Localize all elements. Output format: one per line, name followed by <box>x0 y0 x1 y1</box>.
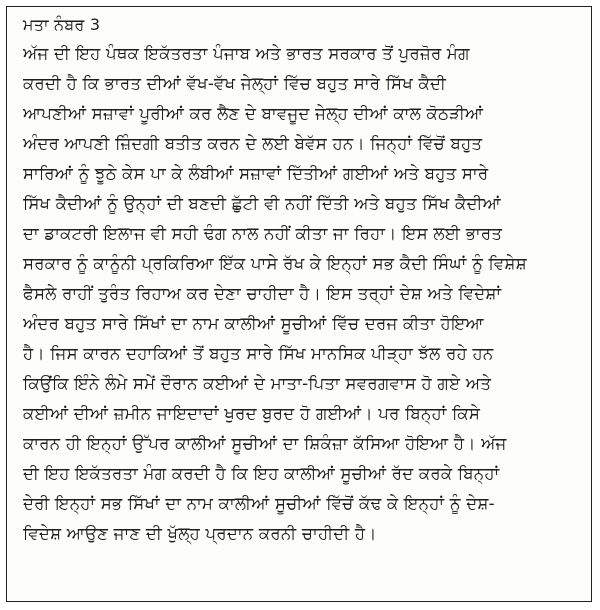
text-line: ਦੇਰੀ ਇਨ੍ਹਾਂ ਸਭ ਸਿੱਖਾਂ ਦਾ ਨਾਮ ਕਾਲੀਆਂ ਸੂਚੀਆਂ ਵਿੱਚੋਂ ਕੱਢ ਕੇ ਇਨ੍ਹਾਂ ਨੂੰ ਦੇਸ਼- <box>23 494 495 513</box>
text-line: ਕਾਰਨ ਹੀ ਇਨ੍ਹਾਂ ਉੱਪਰ ਕਾਲੀਆਂ ਸੂਚੀਆਂ ਦਾ ਸ਼ਿਕੰਜ਼ਾ ਕੱਸਿਆ ਹੋਇਆ ਹੈ। ਅੱਜ <box>23 434 507 453</box>
text-line: ਸਿੱਖ ਕੈਦੀਆਂ ਨੂੰ ਉਨ੍ਹਾਂ ਦੀ ਬਣਦੀ ਛੁੱਟੀ ਵੀ ਨਹੀਂ ਦਿੱਤੀ ਅਤੇ ਬਹੁਤ ਸਿੱਖ ਕੈਦੀਆਂ <box>23 194 501 213</box>
text-line: ਆਪਣੀਆਂ ਸਜ਼ਾਵਾਂ ਪੂਰੀਆਂ ਕਰ ਲੈਣ ਦੇ ਬਾਵਜੂਦ ਜੇਲ੍ਹ ਦੀਆਂ ਕਾਲ ਕੋਠੜੀਆਂ <box>23 104 484 123</box>
text-line: ਦੀ ਇਹ ਇਕੱਤਰਤਾ ਮੰਗ ਕਰਦੀ ਹੈ ਕਿ ਇਹ ਕਾਲੀਆਂ ਸੂਚੀਆਂ ਰੱਦ ਕਰਕੇ ਬਿਨ੍ਹਾਂ <box>23 464 500 483</box>
document-page <box>6 6 592 602</box>
resolution-heading: ਮਤਾ ਨੰਬਰ 3 <box>23 15 101 34</box>
text-line: ਕਰਦੀ ਹੈ ਕਿ ਭਾਰਤ ਦੀਆਂ ਵੱਖ-ਵੱਖ ਜੇਲ੍ਹਾਂ ਵਿੱਚ ਬਹੁਤ ਸਾਰੇ ਸਿੱਖ ਕੈਦੀ <box>23 74 447 93</box>
text-line: ਅੱਜ ਦੀ ਇਹ ਪੰਥਕ ਇਕੱਤਰਤਾ ਪੰਜਾਬ ਅਤੇ ਭਾਰਤ ਸਰਕਾਰ ਤੋਂ ਪੁਰਜ਼ੋਰ ਮੰਗ <box>23 44 470 63</box>
text-line: ਸਰਕਾਰ ਨੂੰ ਕਾਨੂੰਨੀ ਪ੍ਰਕਿਰਿਆ ਇੱਕ ਪਾਸੇ ਰੱਖ ਕੇ ਇਨ੍ਹਾਂ ਸਭ ਕੈਦੀ ਸਿੰਘਾਂ ਨੂੰ ਵਿਸ਼ੇਸ਼ <box>23 254 527 273</box>
text-line: ਅੰਦਰ ਬਹੁਤ ਸਾਰੇ ਸਿੱਖਾਂ ਦਾ ਨਾਮ ਕਾਲੀਆਂ ਸੂਚੀਆਂ ਵਿੱਚ ਦਰਜ ਕੀਤਾ ਹੋਇਆ <box>23 314 484 333</box>
text-line: ਫੈਸਲੇ ਰਾਹੀਂ ਤੁਰੰਤ ਰਿਹਾਅ ਕਰ ਦੇਣਾ ਚਾਹੀਦਾ ਹੈ। ਇਸ ਤਰ੍ਹਾਂ ਦੇਸ਼ ਅਤੇ ਵਿਦੇਸ਼ਾਂ <box>23 284 502 303</box>
text-line: ਅੰਦਰ ਆਪਣੀ ਜ਼ਿੰਦਗੀ ਬਤੀਤ ਕਰਨ ਦੇ ਲਈ ਬੇਵੱਸ ਹਨ। ਜਿਨ੍ਹਾਂ ਵਿੱਚੋਂ ਬਹੁਤ <box>23 134 483 153</box>
text-line: ਵਿਦੇਸ਼ ਆਉਣ ਜਾਣ ਦੀ ਖੁੱਲ੍ਹ ਪ੍ਰਦਾਨ ਕਰਨੀ ਚਾਹੀਦੀ ਹੈ। <box>23 524 377 543</box>
text-line: ਸਾਰਿਆਂ ਨੂੰ ਝੂਠੇ ਕੇਸ ਪਾ ਕੇ ਲੰਬੀਆਂ ਸਜ਼ਾਵਾਂ ਦਿੱਤੀਆਂ ਗਈਆਂ ਅਤੇ ਬਹੁਤ ਸਾਰੇ <box>23 164 489 183</box>
resolution-body <box>23 39 579 549</box>
text-line: ਦਾ ਡਾਕਟਰੀ ਇਲਾਜ ਵੀ ਸਹੀ ਢੰਗ ਨਾਲ ਨਹੀਂ ਕੀਤਾ ਜਾ ਰਿਹਾ। ਇਸ ਲਈ ਭਾਰਤ <box>23 224 503 243</box>
text-line: ਕਿਉਂਕਿ ਇੰਨੇ ਲੰਮੇ ਸਮੇਂ ਦੌਰਾਨ ਕਈਆਂ ਦੇ ਮਾਤਾ-ਪਿਤਾ ਸਵਰਗਵਾਸ ਹੋ ਗਏ ਅਤੇ <box>23 374 492 393</box>
text-line: ਕਈਆਂ ਦੀਆਂ ਜ਼ਮੀਨ ਜਾਇਦਾਦਾਂ ਖੁਰਦ ਬੁਰਦ ਹੋ ਗਈਆਂ। ਪਰ ਬਿਨ੍ਹਾਂ ਕਿਸੇ <box>23 404 481 423</box>
text-line: ਹੈ। ਜਿਸ ਕਾਰਨ ਦਹਾਕਿਆਂ ਤੋਂ ਬਹੁਤ ਸਾਰੇ ਸਿੱਖ ਮਾਨਸਿਕ ਪੀੜ੍ਹਾ ਝੱਲ ਰਹੇ ਹਨ <box>23 344 494 363</box>
